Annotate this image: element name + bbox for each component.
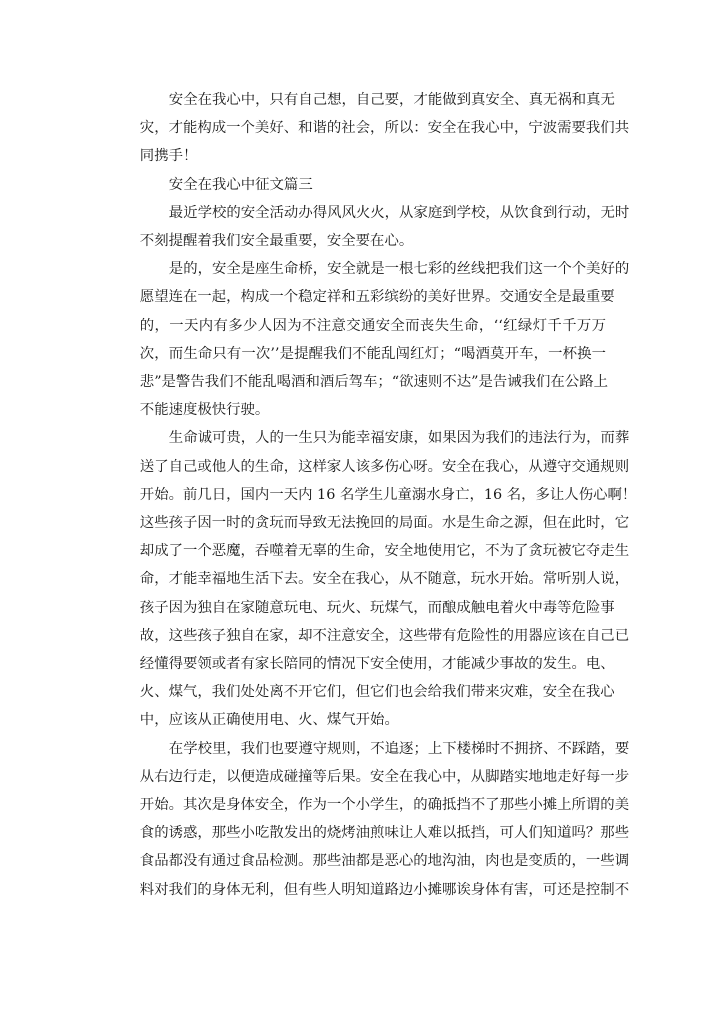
paragraph-line: 孩子因为独自在家随意玩电、玩火、玩煤气，而酿成触电着火中毒等危险事 — [139, 599, 615, 616]
paragraph-line: 食的诱惑，那些小吃散发出的烧烤油煎味让人难以抵挡，可人们知道吗？那些 — [139, 825, 630, 842]
paragraph-line: 灾，才能构成一个美好、和谐的社会，所以：安全在我心中，宁波需要我们共 — [139, 120, 630, 137]
paragraph-line: 最近学校的安全活动办得风风火火，从家庭到学校，从饮食到行动，无时 — [168, 204, 630, 221]
paragraph-line: 开始。其次是身体安全，作为一个小学生，的确抵挡不了那些小摊上所谓的美 — [139, 797, 630, 814]
paragraph-line: 同携手！ — [139, 148, 198, 165]
paragraph-line: 不刻提醒着我们安全最重要，安全要在心。 — [139, 233, 414, 250]
paragraph-line: 从右边行走，以便造成碰撞等后果。安全在我心中，从脚踏实地地走好每一步 — [139, 768, 630, 785]
paragraph-line: 生命诚可贵，人的一生只为能幸福安康，如果因为我们的违法行为，而葬 — [168, 430, 630, 447]
paragraph-line: 这些孩子因一时的贪玩而导致无法挽回的局面。水是生命之源，但在此时，它 — [139, 515, 630, 532]
paragraph-line: 却成了一个恶魔，吞噬着无辜的生命，安全地使用它，不为了贪玩被它夺走生 — [139, 543, 630, 560]
paragraph-5 — [111, 424, 637, 734]
paragraph-line: 是的，安全是座生命桥，安全就是一根七彩的丝线把我们这一个个美好的 — [168, 261, 630, 278]
paragraph-line: 中，应该从正确使用电、火、煤气开始。 — [139, 712, 399, 729]
paragraph-line: 不能速度极快行驶。 — [139, 402, 270, 419]
paragraph-line: 故，这些孩子独自在家，却不注意安全，这些带有危险性的用器应该在自己已 — [139, 627, 630, 644]
paragraph-line: 在学校里，我们也要遵守规则，不追逐；上下楼梯时不拥挤、不踩踏，要 — [168, 740, 630, 757]
paragraph-line: 经懂得要领或者有家长陪同的情况下安全使用，才能减少事故的发生。电、 — [139, 656, 615, 673]
article-body — [111, 86, 637, 904]
paragraph-line: 料对我们的身体无利，但有些人明知道路边小摊哪诶身体有害，可还是控制不 — [139, 881, 630, 898]
paragraph-4 — [111, 255, 630, 424]
paragraph-line: 食品都没有通过食品检测。那些油都是恶心的地沟油，肉也是变质的，一些调 — [139, 853, 630, 870]
paragraph-line: 火、煤气，我们处处离不开它们，但它们也会给我们带来灾难，安全在我心 — [139, 684, 615, 701]
paragraph-3 — [111, 199, 630, 255]
paragraph-line: 悲”是警告我们不能乱喝酒和酒后驾车；“欲速则不达”是告诫我们在公路上 — [139, 374, 608, 391]
paragraph-line: 次，而生命只有一次’’是提醒我们不能乱闯红灯；“喝酒莫开车，一杯换一 — [139, 345, 606, 362]
paragraph-6 — [111, 735, 630, 904]
section-heading-text: 安全在我心中征文篇三 — [168, 176, 313, 193]
paragraph-line: 命，才能幸福地生活下去。安全在我心，从不随意，玩水开始。常听别人说， — [139, 571, 630, 588]
paragraph-line: 愿望连在一起，构成一个稳定祥和五彩缤纷的美好世界。交通安全是最重要 — [139, 289, 615, 306]
paragraph-1 — [111, 86, 630, 171]
paragraph-line: 的，一天内有多少人因为不注意交通安全而丧失生命，‘‘红绿灯千千万万 — [139, 317, 606, 334]
section-heading — [111, 171, 606, 199]
paragraph-line: 安全在我心中，只有自己想，自己要，才能做到真安全、真无祸和真无 — [168, 92, 615, 108]
paragraph-line: 送了自己或他人的生命，这样家人该多伤心呀。安全在我心，从遵守交通规则 — [139, 458, 630, 475]
paragraph-line: 开始。前几日，国内一天内 16 名学生儿童溺水身亡，16 名，多让人伤心啊！ — [139, 486, 637, 503]
